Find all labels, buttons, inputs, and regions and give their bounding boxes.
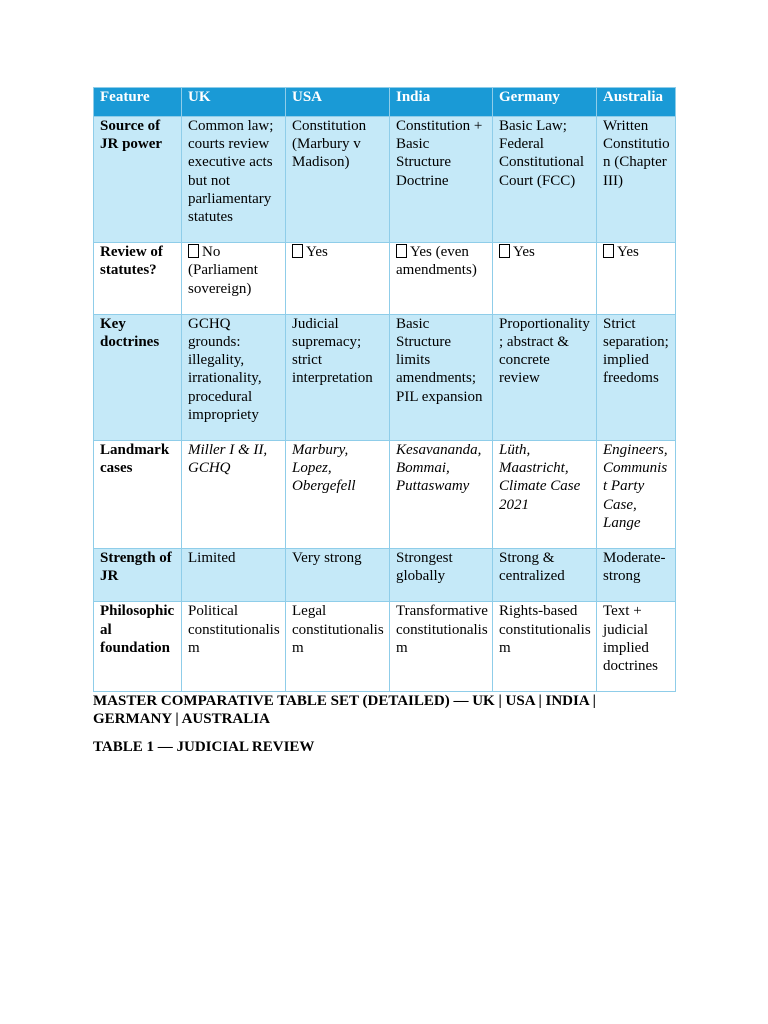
table-row bbox=[94, 117, 676, 243]
document-page bbox=[93, 87, 675, 756]
table-row bbox=[94, 314, 676, 440]
cell-australia: Text + judicial implied doctrines bbox=[597, 602, 676, 692]
cell-uk: Limited bbox=[182, 549, 286, 602]
cell-germany: Lüth, Maastricht, Climate Case 2021 bbox=[493, 441, 597, 549]
master-table-heading: MASTER COMPARATIVE TABLE SET (DETAILED) — UK | USA | INDIA | GERMANY | AUSTRALIA bbox=[93, 693, 596, 728]
row-feature-cell: Review of statutes? bbox=[94, 243, 182, 315]
judicial-review-table bbox=[93, 87, 676, 692]
cell-australia bbox=[597, 243, 676, 315]
cell-germany-text: Yes bbox=[513, 244, 535, 261]
row-feature-cell: Key doctrines bbox=[94, 314, 182, 440]
cell-usa-text: Yes bbox=[306, 244, 328, 261]
cell-germany: Strong & centralized bbox=[493, 549, 597, 602]
table-row bbox=[94, 549, 676, 602]
missing-glyph-icon bbox=[603, 244, 614, 258]
cell-australia: Engineers, Communist Party Case, Lange bbox=[597, 441, 676, 549]
cell-uk: Miller I & II, GCHQ bbox=[182, 441, 286, 549]
cell-usa: Marbury, Lopez, Obergefell bbox=[286, 441, 390, 549]
missing-glyph-icon bbox=[188, 244, 199, 258]
row-feature-cell: Philosophical foundation bbox=[94, 602, 182, 692]
cell-india: Transformative constitutionalism bbox=[390, 602, 493, 692]
cell-india: Strongest globally bbox=[390, 549, 493, 602]
header-india: India bbox=[390, 88, 493, 117]
header-germany: Germany bbox=[493, 88, 597, 117]
cell-usa: Very strong bbox=[286, 549, 390, 602]
cell-uk-text: No (Parliament sovereign) bbox=[188, 244, 258, 297]
cell-usa: Constitution (Marbury v Madison) bbox=[286, 117, 390, 243]
table-1-heading: TABLE 1 — JUDICIAL REVIEW bbox=[93, 738, 315, 755]
header-australia: Australia bbox=[597, 88, 676, 117]
cell-germany bbox=[493, 243, 597, 315]
table-row bbox=[94, 441, 676, 549]
missing-glyph-icon bbox=[396, 244, 407, 258]
cell-australia: Strict separation; implied freedoms bbox=[597, 314, 676, 440]
cell-uk: GCHQ grounds: illegality, irrationality, procedural impropriety bbox=[182, 314, 286, 440]
cell-usa bbox=[286, 243, 390, 315]
cell-australia: Moderate-strong bbox=[597, 549, 676, 602]
cell-australia: Written Constitution (Chapter III) bbox=[597, 117, 676, 243]
missing-glyph-icon bbox=[292, 244, 303, 258]
cell-india: Kesavananda, Bommai, Puttaswamy bbox=[390, 441, 493, 549]
table-row bbox=[94, 602, 676, 692]
cell-germany: Basic Law; Federal Constitutional Court (FCC) bbox=[493, 117, 597, 243]
cell-uk: Common law; courts review executive acts but not parliamentary statutes bbox=[182, 117, 286, 243]
cell-australia-text: Yes bbox=[617, 244, 639, 261]
table-header-row bbox=[94, 88, 676, 117]
cell-india: Basic Structure limits amendments; PIL expansion bbox=[390, 314, 493, 440]
cell-india: Constitution + Basic Structure Doctrine bbox=[390, 117, 493, 243]
cell-uk: Political constitutionalism bbox=[182, 602, 286, 692]
header-usa: USA bbox=[286, 88, 390, 117]
header-feature: Feature bbox=[94, 88, 182, 117]
row-feature-cell: Strength of JR bbox=[94, 549, 182, 602]
row-feature-cell: Source of JR power bbox=[94, 117, 182, 243]
cell-usa: Legal constitutionalism bbox=[286, 602, 390, 692]
cell-germany: Proportionality; abstract & concrete review bbox=[493, 314, 597, 440]
cell-india-text: Yes (even amendments) bbox=[396, 244, 477, 279]
header-uk: UK bbox=[182, 88, 286, 117]
row-feature-cell: Landmark cases bbox=[94, 441, 182, 549]
cell-india bbox=[390, 243, 493, 315]
missing-glyph-icon bbox=[499, 244, 510, 258]
cell-usa: Judicial supremacy; strict interpretation bbox=[286, 314, 390, 440]
cell-uk bbox=[182, 243, 286, 315]
cell-germany: Rights-based constitutionalism bbox=[493, 602, 597, 692]
table-row bbox=[94, 243, 676, 315]
